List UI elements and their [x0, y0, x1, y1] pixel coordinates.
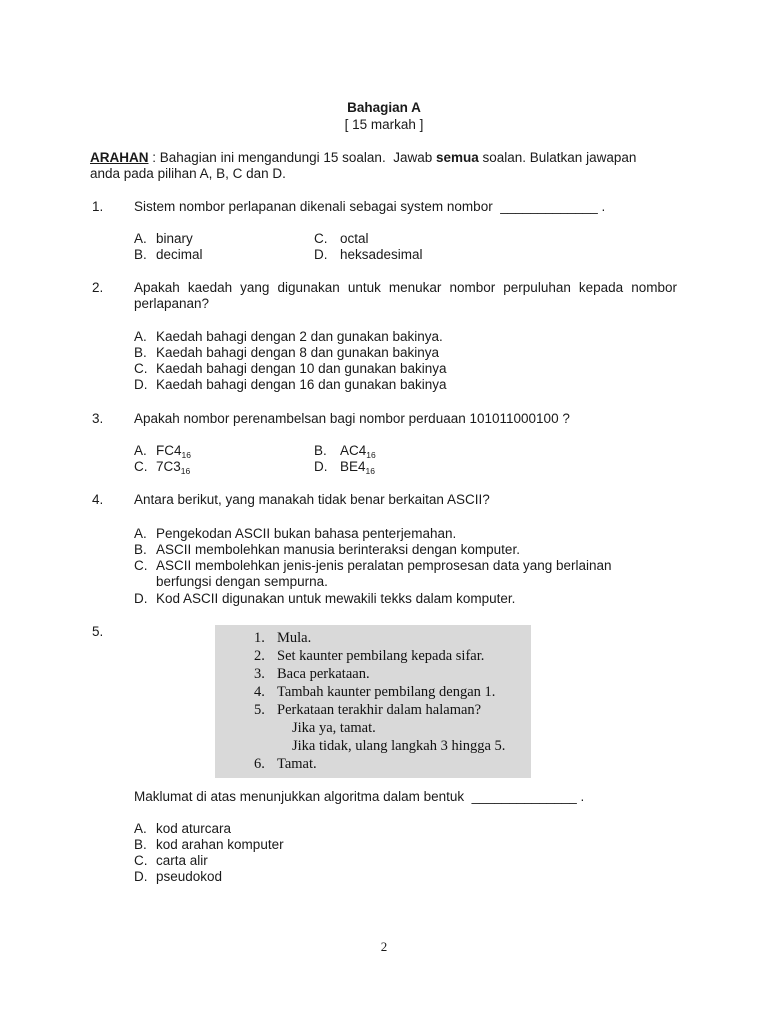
- question-text: Antara berikut, yang manakah tidak benar berkaitan ASCII?: [134, 492, 490, 507]
- option-text: ASCII membolehkan jenis-jenis peralatan pemprosesan data yang berlainan: [156, 558, 612, 573]
- option-base-subscript: 16: [181, 450, 191, 460]
- option-base-subscript: 16: [365, 466, 375, 476]
- option-text: decimal: [156, 247, 203, 262]
- algorithm-step-text: Mula.: [277, 630, 312, 646]
- option-letter: A.: [134, 231, 147, 246]
- algorithm-box: [215, 625, 531, 778]
- algorithm-step-number: 4.: [254, 684, 265, 700]
- option-letter: D.: [314, 247, 328, 262]
- option-text: pseudokod: [156, 869, 223, 884]
- option-base-subscript: 16: [366, 450, 376, 460]
- algorithm-step-number: 1.: [254, 630, 265, 646]
- algorithm-step-text: Jika tidak, ulang langkah 3 hingga 5.: [292, 738, 506, 754]
- option-text: Kaedah bahagi dengan 10 dan gunakan bakinya: [156, 361, 447, 376]
- option-text: kod arahan komputer: [156, 837, 284, 852]
- algorithm-step-text: Tamat.: [277, 756, 317, 772]
- option-letter: C.: [134, 558, 148, 573]
- section-title: Bahagian A: [347, 100, 421, 115]
- algorithm-step-text: Perkataan terakhir dalam halaman?: [277, 702, 482, 718]
- option-letter: D.: [134, 377, 148, 392]
- option-letter: A.: [134, 443, 147, 458]
- instructions-bold-word: semua: [435, 150, 479, 165]
- option-letter: D.: [134, 591, 148, 606]
- option-text: Kod ASCII digunakan untuk mewakili tekks dalam komputer.: [156, 591, 516, 606]
- algorithm-step-number: 2.: [254, 648, 265, 664]
- option-text: carta alir: [156, 853, 208, 868]
- option-text: [340, 443, 376, 459]
- option-text: octal: [340, 231, 369, 246]
- instructions-text-2: soalan. Bulatkan jawapan: [478, 150, 637, 165]
- option-text: heksadesimal: [340, 247, 423, 262]
- section-marks: [ 15 markah ]: [344, 117, 424, 132]
- option-text: ASCII membolehkan manusia berinteraksi dengan komputer.: [156, 542, 520, 557]
- algorithm-step-number: 6.: [254, 756, 265, 772]
- option-letter: C.: [314, 231, 328, 246]
- instructions-line-1: [90, 150, 636, 166]
- algorithm-step-text: Set kaunter pembilang kepada sifar.: [277, 648, 485, 664]
- option-value: AC4: [340, 443, 367, 458]
- question-text: Sistem nombor perlapanan dikenali sebagai system nombor _____________ .: [134, 199, 606, 214]
- question-number: 4.: [92, 492, 104, 507]
- option-text: [156, 443, 191, 459]
- option-letter: C.: [134, 361, 148, 376]
- algorithm-step-number: 5.: [254, 702, 265, 718]
- option-text: [156, 459, 190, 475]
- question-text: Apakah nombor perenambelsan bagi nombor perduaan 101011000100 ?: [134, 411, 570, 426]
- option-letter: C.: [134, 853, 148, 868]
- option-letter: C.: [134, 459, 148, 474]
- option-text: binary: [156, 231, 193, 246]
- question-number: 1.: [92, 199, 104, 214]
- question-number: 3.: [92, 411, 104, 426]
- instructions-line-2: anda pada pilihan A, B, C dan D.: [90, 166, 286, 181]
- option-base-subscript: 16: [180, 466, 191, 476]
- option-letter: A.: [134, 526, 147, 541]
- page-number: 2: [380, 939, 388, 954]
- option-text: Kaedah bahagi dengan 16 dan gunakan bakinya: [156, 377, 447, 392]
- option-letter: B.: [134, 837, 147, 852]
- question-number: 2.: [92, 280, 104, 295]
- question-text: Apakah kaedah yang digunakan untuk menukar nombor perpuluhan kepada nombor perlapanan?: [134, 280, 677, 311]
- option-text: Kaedah bahagi dengan 8 dan gunakan bakinya: [156, 345, 439, 360]
- instructions-label: ARAHAN: [90, 150, 149, 165]
- option-letter: B.: [134, 345, 147, 360]
- option-letter: A.: [134, 821, 147, 836]
- option-text-continuation: berfungsi dengan sempurna.: [156, 574, 328, 589]
- option-text: Kaedah bahagi dengan 2 dan gunakan bakinya.: [156, 329, 443, 344]
- option-value: FC4: [156, 443, 182, 458]
- option-letter: B.: [314, 443, 327, 458]
- algorithm-step-text: Jika ya, tamat.: [292, 720, 376, 736]
- option-text: [340, 459, 375, 475]
- question-text: Maklumat di atas menunjukkan algoritma dalam bentuk ______________ .: [134, 789, 585, 804]
- algorithm-step-text: Tambah kaunter pembilang dengan 1.: [277, 684, 496, 700]
- option-letter: D.: [314, 459, 328, 474]
- question-number: 5.: [92, 624, 104, 639]
- option-letter: D.: [134, 869, 148, 884]
- option-letter: B.: [134, 542, 147, 557]
- algorithm-step-text: Baca perkataan.: [277, 666, 370, 682]
- instructions-separator: :: [148, 150, 160, 165]
- option-value: 7C3: [156, 459, 181, 474]
- option-value: BE4: [340, 459, 366, 474]
- instructions-text-1: Bahagian ini mengandungi 15 soalan. Jawab: [159, 150, 436, 165]
- algorithm-step-number: 3.: [254, 666, 265, 682]
- option-text: kod aturcara: [156, 821, 232, 836]
- option-letter: A.: [134, 329, 147, 344]
- option-letter: B.: [134, 247, 147, 262]
- option-text: Pengekodan ASCII bukan bahasa penterjemahan.: [156, 526, 457, 541]
